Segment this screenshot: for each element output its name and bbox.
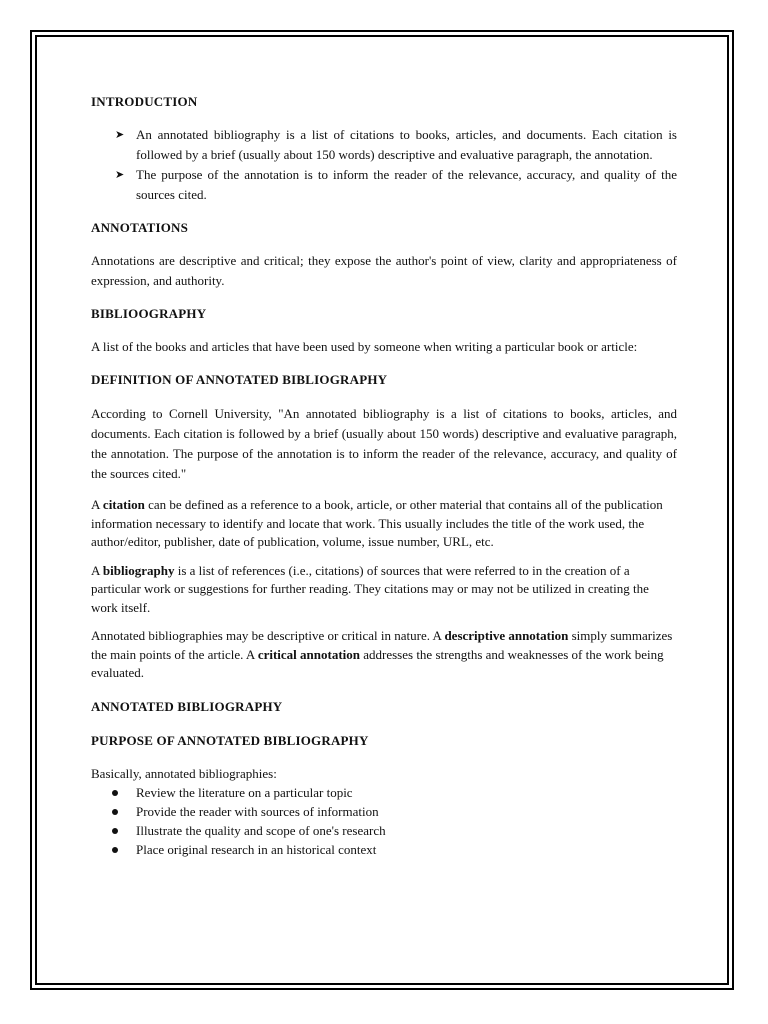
definition-paragraph: According to Cornell University, "An annotated bibliography is a list of citations to books, articles, and documents. Each citation is followed by a brief (usually about 150 words) descriptive and evaluative paragraph, the annotation. The purpose of the annotation is to inform the reader of the relevance, accuracy, and quality of the sources cited." [91, 406, 677, 481]
list-item [136, 802, 677, 821]
definition-heading: DEFINITION OF ANNOTATED BIBLIOGRAPHY [91, 372, 388, 387]
bibliography-heading: BIBLIOOGRAPHY [91, 306, 207, 321]
list-item-text: An annotated bibliography is a list of citations to books, articles, and documents. Each citation is followed by a brief (usually about 150 words) descriptive and evaluative paragraph, the annotation. [136, 127, 677, 162]
citation-rest: can be defined as a reference to a book, article, or other material that contains all of the publication information necessary to identify and locate that work. This usually includes the title of the work used, the author/editor, publisher, date of publication, volume, issue number, URL, etc. [91, 497, 663, 549]
bibliography-rest: is a list of references (i.e., citations) of sources that were referred to in the creation of a particular work or suggestions for further reading. They citations may or may not be utilized in creating the work itself. [91, 562, 649, 615]
annotation-types-paragraph [91, 627, 677, 683]
annotations-heading: ANNOTATIONS [91, 220, 189, 235]
arrow-bullet-icon: ➤ [115, 169, 125, 181]
introduction-bullet-list [91, 125, 677, 205]
descriptive-annotation-term: descriptive annotation [444, 628, 569, 643]
list-item-text: Place original research in an historical context [136, 842, 377, 857]
bibliography-paragraph: A list of the books and articles that have been used by someone when writing a particular book or article: [91, 339, 638, 354]
list-item [136, 840, 677, 859]
bibliography-term: bibliography [102, 562, 175, 578]
bullet-dot-icon [112, 828, 118, 834]
document-body [91, 92, 677, 859]
list-item-text: Review the literature on a particular topic [136, 785, 353, 800]
annotated-bibliography-heading: ANNOTATED BIBLIOGRAPHY [91, 698, 283, 714]
annotations-paragraph: Annotations are descriptive and critical; they expose the author's point of view, clarity and appropriateness of expression, and authority. [91, 253, 677, 288]
list-item-text: Provide the reader with sources of information [136, 804, 379, 819]
bibliography-definition-paragraph [91, 562, 677, 618]
types-text-2: simply summarizes the main points of the article. A [91, 628, 673, 662]
types-text-3: addresses the strengths and weaknesses of the work being evaluated. [91, 646, 664, 680]
purpose-intro: Basically, annotated bibliographies: [91, 765, 277, 781]
purpose-bullet-list [91, 783, 677, 859]
introduction-heading: INTRODUCTION [91, 94, 198, 109]
citation-lead: A [91, 497, 103, 512]
list-item [115, 165, 677, 205]
bullet-dot-icon [112, 847, 118, 853]
types-text-1: Annotated bibliographies may be descriptive or critical in nature. A [91, 628, 445, 643]
list-item-text: The purpose of the annotation is to inform the reader of the relevance, accuracy, and quality of the sources cited. [136, 167, 677, 202]
purpose-heading: PURPOSE OF ANNOTATED BIBLIOGRAPHY [91, 732, 369, 748]
bullet-dot-icon [112, 809, 118, 815]
citation-term: citation [102, 497, 145, 512]
citation-paragraph [91, 496, 677, 552]
arrow-bullet-icon: ➤ [115, 129, 125, 141]
critical-annotation-term: critical annotation [257, 646, 360, 662]
list-item [136, 783, 677, 802]
bullet-dot-icon [112, 790, 118, 796]
list-item-text: Illustrate the quality and scope of one's research [136, 823, 386, 838]
bibliography-lead: A [91, 562, 103, 578]
list-item [115, 125, 677, 165]
list-item [136, 821, 677, 840]
